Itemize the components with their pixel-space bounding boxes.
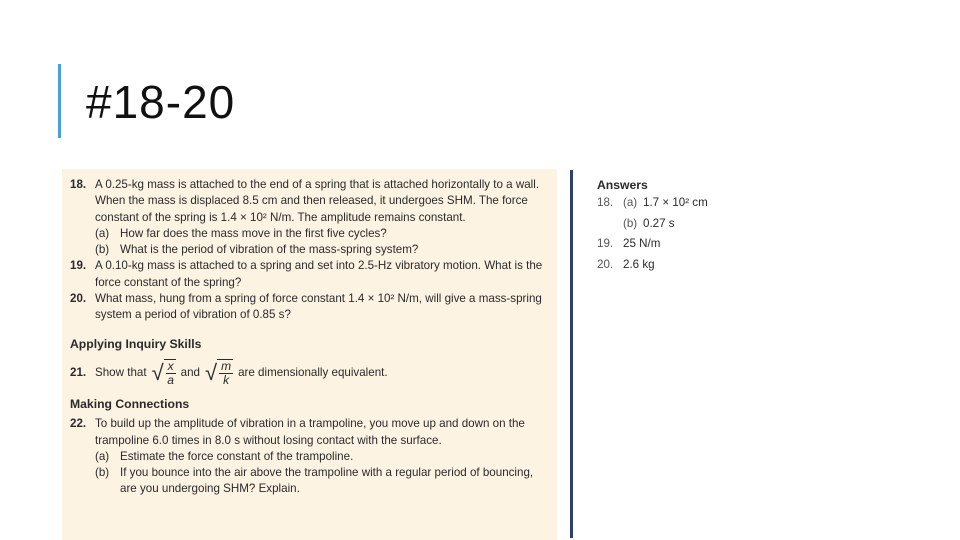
answer-value: 0.27 s [643,216,675,230]
problem-text-post: are dimensionally equivalent. [238,365,388,379]
problem-text: A 0.25-kg mass is attached to the end of a spring that is attached horizontally to a wall. When the mass is displaced 8.5 cm and then released, it undergoes SHM. The force constant of the spring is 1.4 × 10² N/m. The amplitude remains constant. [95,178,540,224]
section-heading-inquiry: Applying Inquiry Skills [70,336,202,351]
problem-text-pre: Show that [95,365,147,379]
answer-part-label: (a) [623,196,638,209]
answers-divider [570,170,573,538]
problem-19 [70,258,550,291]
answer-part-label: (b) [623,216,638,230]
problem-22 [70,416,550,497]
answer-value: 1.7 × 10² cm [643,196,708,209]
answer-19 [597,234,797,255]
problem-text-mid: and [180,365,200,379]
problem-list [70,177,550,498]
answers-heading: Answers [597,178,648,192]
answer-value: 2.6 kg [623,257,655,271]
problem-part-a [95,226,550,242]
answer-18a [597,193,797,214]
part-label: (a) [95,226,110,240]
part-label: (b) [95,466,110,480]
fraction-denominator: a [167,372,174,387]
problem-number: 18. [70,178,87,191]
part-label: (b) [95,243,110,257]
fraction-numerator: x [167,358,174,373]
problem-number: 21. [70,365,87,379]
answer-number: 20. [597,257,614,271]
textbook-problems-panel [62,169,557,540]
part-text: What is the period of vibration of the mass-spring system? [120,243,419,257]
answer-value: 25 N/m [623,237,661,250]
part-text: How far does the mass move in the first five cycles? [120,226,387,240]
problem-part-b [95,465,550,498]
slide-title: #18-20 [86,76,236,128]
answer-20 [597,255,797,276]
fraction-denominator: k [223,372,230,387]
part-text: Estimate the force constant of the trampoline. [120,449,354,463]
section-heading-connections: Making Connections [70,396,190,411]
problem-18 [70,177,550,258]
answer-18b [597,214,797,235]
problem-part-b [95,242,550,258]
title-accent-bar [58,64,61,138]
problem-number: 20. [70,292,87,306]
part-text: If you bounce into the air above the trampoline with a regular period of bouncing, are you undergoing SHM? Explain. [120,466,534,496]
answer-number: 19. [597,237,614,250]
problem-text: What mass, hung from a spring of force constant 1.4 × 10² N/m, will give a mass-spring system a period of vibration of 0.85 s? [95,292,542,322]
problem-number: 19. [70,259,87,273]
answers-panel [597,177,797,275]
sqrt-x-over-a: √ $\frac{x}{a}$ [151,358,174,387]
problem-number: 22. [70,417,87,431]
sqrt-m-over-k: √ $\frac{m}{k}$ [204,358,232,387]
problem-text: A 0.10-kg mass is attached to a spring and set into 2.5-Hz vibratory motion. What is the force constant of the spring? [95,259,543,289]
problem-20 [70,291,550,324]
problem-part-a [95,449,550,465]
problem-21 [70,356,550,390]
answer-number: 18. [597,196,614,209]
part-label: (a) [95,449,110,463]
problem-text: To build up the amplitude of vibration in a trampoline, you move up and down on the trampoline 6.0 times in 8.0 s without losing contact with the surface. [95,417,525,447]
fraction-numerator: m [221,358,232,373]
